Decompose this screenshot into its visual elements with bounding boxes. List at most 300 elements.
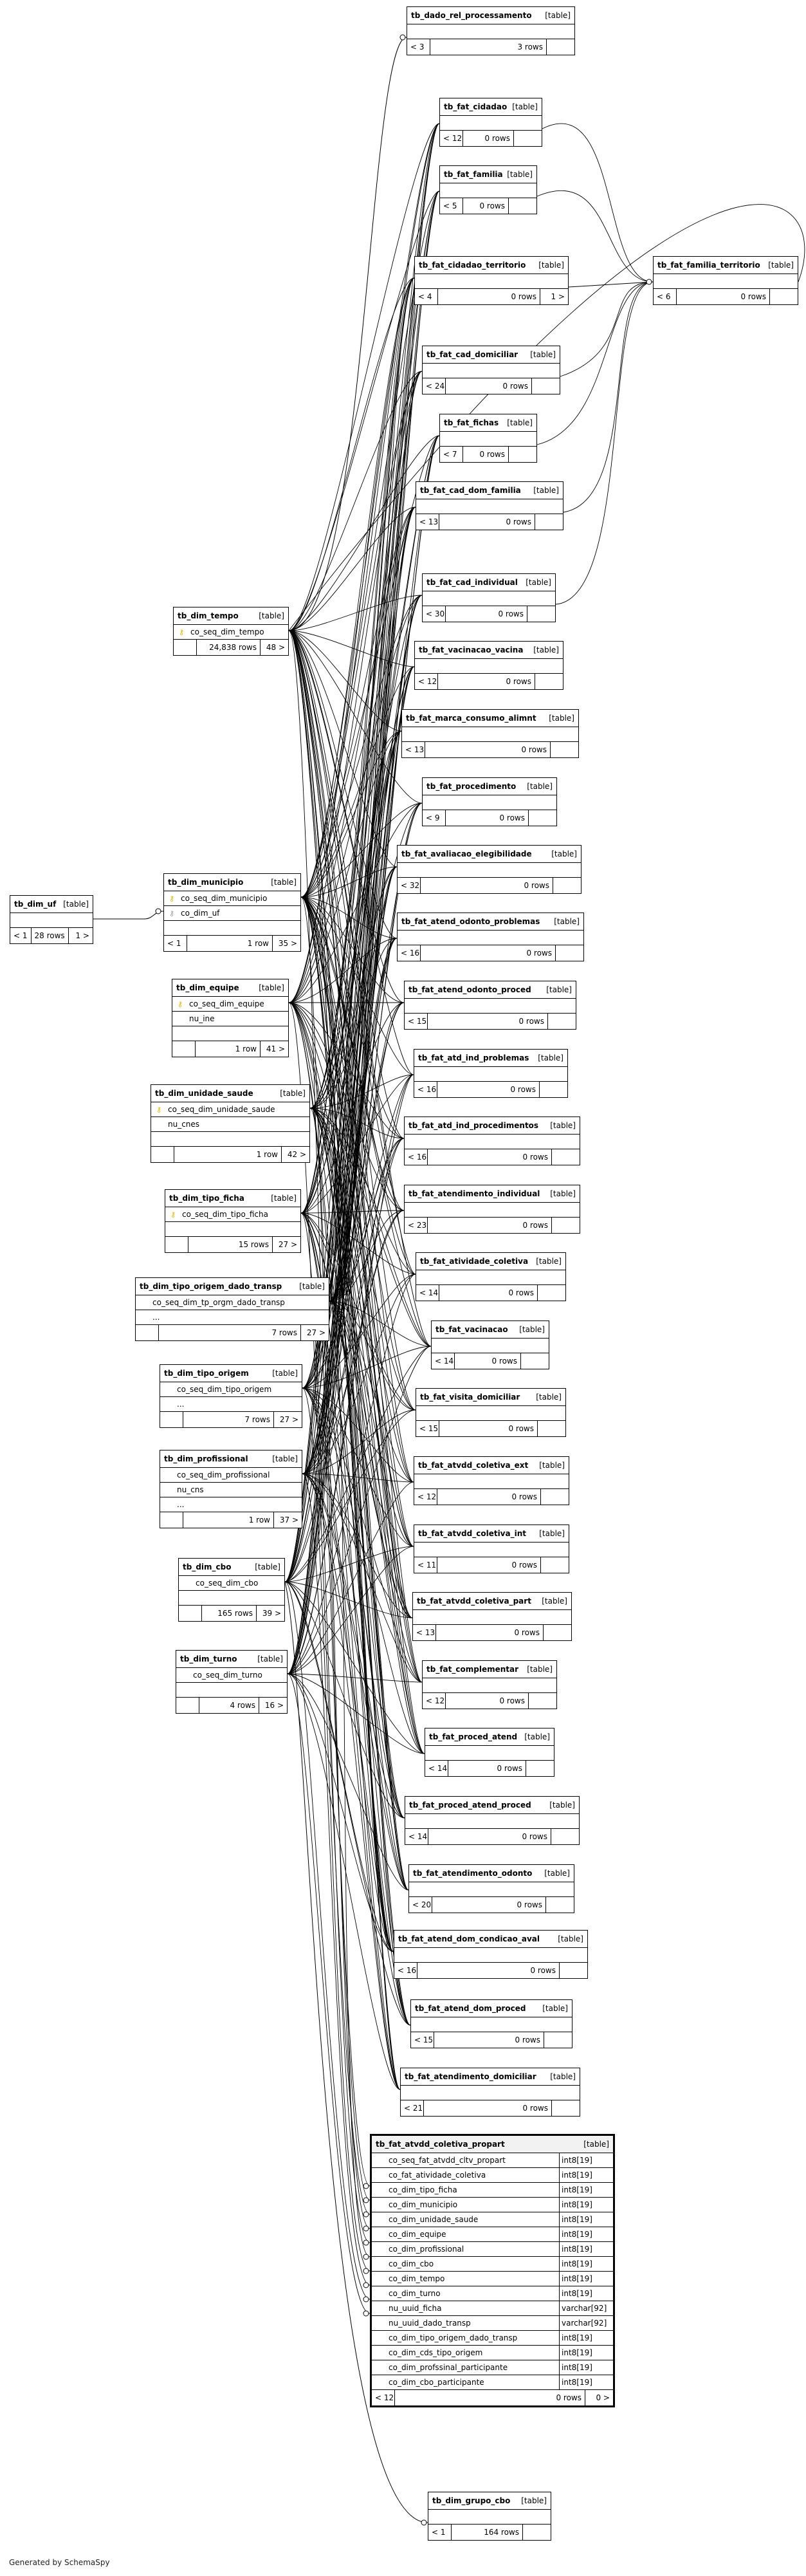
table-name[interactable]: tb_fat_proced_atend_proced bbox=[409, 1801, 531, 1810]
table-tb_dim_municipio[interactable] bbox=[163, 873, 301, 952]
child-count[interactable]: 0 > bbox=[585, 2390, 613, 2405]
child-count[interactable]: 41 > bbox=[260, 1041, 288, 1057]
parent-count[interactable]: < 13 bbox=[416, 514, 439, 530]
table-header bbox=[398, 846, 581, 863]
table-column-row[interactable] bbox=[372, 2301, 613, 2316]
child-count[interactable] bbox=[555, 945, 583, 961]
parent-count[interactable]: < 16 bbox=[394, 1963, 417, 1978]
parent-count[interactable]: < 13 bbox=[402, 742, 425, 757]
table-type-label: [table] bbox=[551, 849, 577, 858]
child-count[interactable] bbox=[546, 39, 574, 55]
table-name[interactable]: tb_dim_uf bbox=[14, 900, 57, 909]
table-name[interactable]: tb_fat_vacinacao_vacina bbox=[419, 645, 524, 654]
column-name: co_seq_fat_atvdd_cltv_propart bbox=[389, 2156, 506, 2165]
table-footer bbox=[423, 1693, 556, 1709]
table-header bbox=[394, 1931, 587, 1948]
table-column-row[interactable] bbox=[176, 1683, 287, 1698]
parent-count[interactable]: < 12 bbox=[423, 1693, 446, 1709]
table-column-row[interactable] bbox=[372, 2212, 613, 2227]
table-name[interactable]: tb_fat_fichas bbox=[444, 418, 499, 427]
table-name[interactable]: tb_dim_grupo_cbo bbox=[432, 2496, 511, 2505]
table-type-label: [table] bbox=[554, 917, 580, 926]
table-tb_fat_atend_odonto_problemas[interactable] bbox=[397, 913, 584, 961]
table-name[interactable]: tb_fat_atendimento_domiciliar bbox=[405, 2072, 536, 2081]
parent-count[interactable] bbox=[176, 1698, 199, 1713]
table-header bbox=[405, 1185, 580, 1203]
table-type-label: [table] bbox=[507, 170, 533, 179]
column-name: co_seq_dim_unidade_saude bbox=[168, 1105, 275, 1114]
table-tb_fat_complementar[interactable] bbox=[422, 1660, 557, 1709]
table-name[interactable]: tb_dim_tipo_origem bbox=[164, 1369, 249, 1378]
parent-count[interactable]: < 15 bbox=[416, 1421, 439, 1436]
table-column-row[interactable] bbox=[160, 1468, 302, 1483]
row-count: 0 rows bbox=[506, 677, 531, 686]
parent-count[interactable]: < 12 bbox=[372, 2390, 395, 2405]
table-name[interactable]: tb_fat_atividade_coletiva bbox=[420, 1257, 529, 1266]
table-header bbox=[136, 1278, 329, 1295]
table-type-label: [table] bbox=[272, 1454, 298, 1463]
parent-count[interactable]: < 20 bbox=[409, 1897, 432, 1913]
table-column-row[interactable] bbox=[372, 2242, 613, 2257]
table-type-label: [table] bbox=[63, 900, 89, 909]
child-count[interactable] bbox=[543, 1625, 571, 1640]
row-count: 0 rows bbox=[522, 1832, 547, 1841]
child-count[interactable] bbox=[527, 606, 555, 622]
table-name[interactable]: tb_fat_avaliacao_elegibilidade bbox=[401, 849, 532, 858]
table-header bbox=[415, 257, 568, 274]
parent-count[interactable]: < 6 bbox=[654, 289, 677, 304]
child-count[interactable] bbox=[539, 1082, 567, 1097]
child-count[interactable] bbox=[535, 674, 563, 689]
table-tb_dim_unidade_saude[interactable] bbox=[151, 1084, 310, 1163]
parent-count[interactable]: < 1 bbox=[10, 928, 32, 943]
table-tb_fat_cad_individual[interactable] bbox=[422, 573, 556, 622]
table-name[interactable]: tb_dim_cbo bbox=[183, 1562, 232, 1571]
table-column-row[interactable] bbox=[174, 625, 288, 640]
table-name[interactable]: tb_fat_procedimento bbox=[426, 782, 517, 791]
table-column-row[interactable] bbox=[164, 921, 300, 936]
column-name: co_fat_atividade_coletiva bbox=[389, 2171, 486, 2180]
table-footer bbox=[405, 1149, 580, 1165]
relationship-edge bbox=[285, 1582, 370, 2299]
parent-count[interactable]: < 12 bbox=[440, 131, 463, 146]
table-column-row[interactable] bbox=[372, 2272, 613, 2286]
table-name[interactable]: tb_fat_atend_odonto_problemas bbox=[401, 917, 540, 926]
parent-count[interactable]: < 24 bbox=[423, 378, 446, 394]
child-count[interactable]: 39 > bbox=[256, 1606, 284, 1621]
table-column-row[interactable] bbox=[372, 2346, 613, 2360]
table-tb_dim_tipo_origem[interactable] bbox=[160, 1364, 302, 1428]
column-type: int8[19] bbox=[559, 2272, 613, 2286]
table-type-label: [table] bbox=[507, 418, 533, 427]
table-tb_fat_atend_odonto_proced[interactable] bbox=[404, 981, 576, 1030]
table-column-row[interactable] bbox=[372, 2375, 613, 2390]
parent-count[interactable]: < 11 bbox=[414, 1557, 437, 1573]
table-column-row[interactable] bbox=[160, 1497, 302, 1512]
table-tb_fat_fichas[interactable] bbox=[439, 414, 537, 463]
table-footer bbox=[415, 674, 563, 689]
table-tb_dim_grupo_cbo[interactable] bbox=[428, 2492, 551, 2541]
table-header bbox=[160, 1450, 302, 1468]
table-name[interactable]: tb_dim_unidade_saude bbox=[155, 1089, 253, 1098]
table-column-row[interactable] bbox=[372, 2227, 613, 2242]
table-header bbox=[372, 2136, 613, 2153]
column-type: varchar[92] bbox=[559, 2316, 613, 2330]
table-column-row[interactable] bbox=[151, 1117, 309, 1132]
table-name[interactable]: tb_fat_familia_territorio bbox=[657, 261, 760, 270]
table-tb_fat_cidadao_territorio[interactable] bbox=[414, 256, 569, 305]
row-count: 0 rows bbox=[518, 1017, 544, 1026]
row-count: 15 rows bbox=[238, 1240, 269, 1249]
child-count[interactable]: 27 > bbox=[273, 1412, 302, 1427]
child-count[interactable] bbox=[508, 447, 536, 462]
table-tb_fat_proced_atend[interactable] bbox=[425, 1728, 554, 1777]
child-count[interactable]: 42 > bbox=[281, 1147, 309, 1162]
table-name[interactable]: tb_dim_tempo bbox=[178, 611, 239, 620]
child-count[interactable]: 27 > bbox=[300, 1325, 329, 1340]
relationship-edge bbox=[563, 282, 653, 512]
column-type: int8[19] bbox=[559, 2168, 613, 2182]
parent-count[interactable]: < 7 bbox=[440, 447, 463, 462]
table-header bbox=[440, 414, 536, 432]
parent-count[interactable]: < 16 bbox=[398, 945, 421, 961]
child-count[interactable] bbox=[535, 514, 563, 530]
table-column-row[interactable] bbox=[179, 1591, 284, 1606]
table-tb_fat_vacinacao_vacina[interactable] bbox=[414, 641, 563, 690]
table-name[interactable]: tb_dim_profissional bbox=[164, 1454, 248, 1463]
table-footer bbox=[160, 1512, 302, 1528]
table-column-row[interactable] bbox=[179, 1576, 284, 1591]
child-count[interactable] bbox=[545, 1897, 574, 1913]
table-tb_fat_atvdd_coletiva_int[interactable] bbox=[414, 1524, 569, 1573]
child-count[interactable]: 1 > bbox=[540, 289, 568, 304]
table-tb_fat_atendimento_individual[interactable] bbox=[404, 1185, 580, 1234]
child-count[interactable] bbox=[528, 810, 556, 826]
table-name[interactable]: tb_dado_rel_processamento bbox=[411, 11, 532, 20]
table-tb_fat_cad_dom_familia[interactable] bbox=[416, 481, 563, 530]
parent-count[interactable]: < 15 bbox=[411, 2032, 434, 2048]
child-count[interactable] bbox=[513, 131, 542, 146]
table-column-spacer bbox=[432, 1339, 549, 1353]
child-count[interactable] bbox=[544, 2032, 572, 2048]
table-tb_fat_familia[interactable] bbox=[439, 165, 537, 214]
parent-count[interactable]: < 14 bbox=[405, 1829, 428, 1844]
child-count[interactable] bbox=[522, 2525, 551, 2540]
table-tb_dim_tipo_ficha[interactable] bbox=[165, 1189, 301, 1253]
table-column-row[interactable] bbox=[165, 1207, 300, 1222]
table-name[interactable]: tb_fat_marca_consumo_alimnt bbox=[406, 714, 536, 723]
table-header bbox=[414, 1525, 569, 1543]
table-tb_fat_cidadao[interactable] bbox=[439, 98, 542, 147]
table-footer bbox=[440, 198, 536, 214]
table-header bbox=[405, 1117, 580, 1135]
child-count[interactable] bbox=[531, 378, 560, 394]
child-count[interactable]: 37 > bbox=[273, 1512, 302, 1528]
table-footer bbox=[394, 1963, 587, 1978]
column-name: co_seq_dim_turno bbox=[193, 1671, 262, 1680]
table-name[interactable]: tb_fat_vacinacao bbox=[435, 1325, 508, 1334]
parent-count[interactable]: < 3 bbox=[407, 39, 430, 55]
table-name[interactable]: tb_dim_turno bbox=[180, 1654, 237, 1663]
parent-count[interactable]: < 16 bbox=[405, 1149, 428, 1165]
relationship-endpoint bbox=[363, 2183, 369, 2189]
table-tb_dim_turno[interactable] bbox=[176, 1650, 288, 1714]
table-column-row[interactable] bbox=[176, 1668, 287, 1683]
table-type-label: [table] bbox=[550, 1121, 576, 1130]
child-count[interactable]: 27 > bbox=[272, 1237, 300, 1252]
table-column-row[interactable] bbox=[160, 1397, 302, 1412]
table-column-row[interactable] bbox=[372, 2316, 613, 2331]
relationship-edge bbox=[288, 1674, 400, 2090]
table-name[interactable]: tb_fat_familia bbox=[444, 170, 503, 179]
table-tb_fat_atend_dom_condicao_aval[interactable] bbox=[394, 1930, 588, 1979]
generated-by-footer: Generated by SchemaSpy bbox=[9, 2558, 110, 2567]
parent-count[interactable]: < 13 bbox=[413, 1625, 436, 1640]
table-name[interactable]: tb_fat_complementar bbox=[426, 1665, 519, 1674]
table-tb_dim_cbo[interactable] bbox=[178, 1558, 285, 1622]
table-header bbox=[398, 913, 583, 931]
table-name[interactable]: tb_fat_cad_individual bbox=[426, 578, 518, 587]
table-type-label: [table] bbox=[519, 1325, 545, 1334]
table-type-label: [table] bbox=[549, 714, 574, 723]
table-header bbox=[409, 1865, 574, 1882]
parent-count[interactable]: < 1 bbox=[164, 936, 187, 951]
table-name[interactable]: tb_fat_cidadao_territorio bbox=[419, 261, 526, 270]
table-tb_fat_atividade_coletiva[interactable] bbox=[416, 1252, 566, 1301]
row-count: 0 rows bbox=[502, 382, 528, 391]
table-tb_dim_tempo[interactable] bbox=[173, 607, 289, 656]
child-count[interactable] bbox=[551, 1829, 579, 1844]
table-column-spacer bbox=[409, 1882, 574, 1897]
parent-count[interactable] bbox=[165, 1237, 188, 1252]
table-name[interactable]: tb_dim_municipio bbox=[168, 878, 244, 887]
row-count: 0 rows bbox=[508, 1288, 534, 1297]
table-column-spacer bbox=[440, 432, 536, 447]
table-type-label: [table] bbox=[583, 2140, 609, 2149]
table-tb_dim_tipo_origem_dado_transp[interactable] bbox=[135, 1277, 329, 1341]
table-header bbox=[425, 1728, 554, 1746]
table-type-label: [table] bbox=[512, 102, 538, 111]
parent-count[interactable]: < 16 bbox=[414, 1082, 437, 1097]
parent-count[interactable]: < 12 bbox=[415, 674, 438, 689]
table-name[interactable]: tb_dim_equipe bbox=[176, 983, 239, 992]
table-tb_dim_profissional[interactable] bbox=[160, 1450, 302, 1528]
table-type-label: [table] bbox=[259, 611, 284, 620]
parent-count[interactable]: < 21 bbox=[401, 2100, 424, 2116]
table-type-label: [table] bbox=[527, 782, 553, 791]
table-column-row[interactable] bbox=[372, 2257, 613, 2272]
table-header bbox=[411, 2000, 572, 2017]
table-column-row[interactable] bbox=[172, 997, 288, 1012]
table-name[interactable]: tb_fat_visita_domiciliar bbox=[420, 1393, 520, 1402]
table-tb_dado_rel_processamento[interactable] bbox=[407, 6, 575, 55]
table-column-row[interactable] bbox=[372, 2183, 613, 2198]
parent-count[interactable]: < 9 bbox=[423, 810, 446, 826]
table-column-row[interactable] bbox=[372, 2286, 613, 2301]
child-count[interactable]: 16 > bbox=[259, 1698, 287, 1713]
table-column-spacer bbox=[416, 499, 563, 514]
table-type-label: [table] bbox=[558, 1934, 583, 1943]
table-name[interactable]: tb_fat_atd_ind_problemas bbox=[418, 1053, 529, 1062]
table-column-spacer bbox=[405, 1135, 580, 1149]
table-name[interactable]: tb_fat_atend_odonto_proced bbox=[408, 985, 531, 994]
column-type: int8[19] bbox=[559, 2286, 613, 2301]
child-count[interactable]: 35 > bbox=[272, 936, 300, 951]
column-name: nu_uuid_dado_transp bbox=[389, 2319, 471, 2328]
child-count[interactable] bbox=[559, 1963, 587, 1978]
table-column-spacer bbox=[414, 1067, 567, 1082]
child-count[interactable] bbox=[551, 1149, 580, 1165]
table-tb_fat_atvdd_coletiva_propart[interactable] bbox=[370, 2134, 615, 2407]
table-tb_fat_atend_dom_proced[interactable] bbox=[410, 1999, 572, 2048]
table-column-row[interactable] bbox=[151, 1132, 309, 1147]
table-tb_fat_avaliacao_elegibilidade[interactable] bbox=[397, 845, 582, 894]
table-tb_fat_familia_territorio[interactable] bbox=[653, 256, 798, 305]
table-tb_fat_atendimento_odonto[interactable] bbox=[408, 1864, 574, 1913]
table-column-row[interactable] bbox=[372, 2360, 613, 2375]
parent-count[interactable] bbox=[136, 1325, 159, 1340]
table-tb_fat_atd_ind_problemas[interactable] bbox=[414, 1049, 568, 1098]
parent-count[interactable]: < 14 bbox=[416, 1285, 439, 1301]
table-name[interactable]: tb_fat_atvdd_coletiva_int bbox=[418, 1529, 526, 1538]
row-count: 0 rows bbox=[514, 1628, 540, 1637]
parent-count[interactable] bbox=[160, 1412, 183, 1427]
table-name[interactable]: tb_dim_tipo_ficha bbox=[169, 1194, 244, 1203]
table-type-label: [table] bbox=[542, 1597, 567, 1606]
parent-count[interactable]: < 30 bbox=[423, 606, 446, 622]
table-name[interactable]: tb_fat_atvdd_coletiva_ext bbox=[418, 1461, 529, 1470]
child-count[interactable] bbox=[769, 289, 798, 304]
table-column-row[interactable] bbox=[372, 2153, 613, 2168]
table-type-label: [table] bbox=[280, 1089, 306, 1098]
column-name: co_seq_dim_tipo_ficha bbox=[182, 1210, 268, 1219]
parent-count[interactable] bbox=[172, 1041, 196, 1057]
table-type-label: [table] bbox=[538, 1053, 563, 1062]
table-name[interactable]: tb_fat_atvdd_coletiva_part bbox=[417, 1597, 531, 1606]
parent-count[interactable] bbox=[151, 1147, 174, 1162]
table-name[interactable]: tb_fat_cad_dom_familia bbox=[420, 486, 521, 495]
table-tb_fat_procedimento[interactable] bbox=[422, 777, 557, 826]
table-name[interactable]: tb_fat_atendimento_odonto bbox=[413, 1869, 533, 1878]
table-type-label: [table] bbox=[536, 1257, 562, 1266]
table-column-row[interactable] bbox=[172, 1012, 288, 1026]
parent-count[interactable]: < 14 bbox=[432, 1353, 455, 1369]
child-count[interactable] bbox=[547, 1014, 576, 1029]
child-count[interactable] bbox=[550, 742, 578, 757]
table-tb_fat_vacinacao[interactable] bbox=[431, 1320, 549, 1369]
table-column-row[interactable] bbox=[372, 2331, 613, 2346]
table-tb_fat_cad_domiciliar[interactable] bbox=[422, 346, 560, 394]
table-column-row[interactable] bbox=[165, 1222, 300, 1237]
child-count[interactable]: 1 > bbox=[68, 928, 93, 943]
parent-count[interactable] bbox=[179, 1606, 202, 1621]
table-column-row[interactable] bbox=[151, 1102, 309, 1117]
table-name[interactable]: tb_dim_tipo_origem_dado_transp bbox=[140, 1282, 282, 1291]
row-count: 0 rows bbox=[521, 745, 547, 754]
child-count[interactable]: 48 > bbox=[260, 640, 288, 655]
table-tb_fat_atvdd_coletiva_part[interactable] bbox=[412, 1592, 572, 1641]
parent-count[interactable]: < 15 bbox=[405, 1014, 428, 1029]
table-name[interactable]: tb_fat_atend_dom_condicao_aval bbox=[398, 1934, 540, 1943]
table-column-row[interactable] bbox=[164, 891, 300, 906]
child-count[interactable] bbox=[508, 198, 536, 214]
child-count[interactable] bbox=[551, 2100, 580, 2116]
table-name[interactable]: tb_fat_atd_ind_procedimentos bbox=[408, 1121, 539, 1130]
child-count[interactable] bbox=[528, 1693, 556, 1709]
child-count[interactable] bbox=[537, 1285, 565, 1301]
table-column-row[interactable] bbox=[10, 913, 93, 928]
table-tb_fat_visita_domiciliar[interactable] bbox=[416, 1388, 566, 1437]
table-column-row[interactable] bbox=[172, 1026, 288, 1041]
relationship-edge bbox=[560, 282, 653, 376]
table-footer bbox=[423, 378, 560, 394]
row-count: 0 rows bbox=[479, 450, 505, 459]
table-type-label: [table] bbox=[550, 1189, 576, 1198]
parent-count[interactable] bbox=[160, 1512, 183, 1528]
parent-count[interactable]: < 4 bbox=[415, 289, 438, 304]
table-footer bbox=[407, 39, 574, 55]
table-tb_fat_proced_atend_proced[interactable] bbox=[405, 1796, 580, 1845]
row-count: 0 rows bbox=[517, 1900, 542, 1909]
child-count[interactable] bbox=[537, 1421, 565, 1436]
row-count: 1 row bbox=[248, 1515, 270, 1524]
child-count[interactable] bbox=[520, 1353, 549, 1369]
table-footer bbox=[415, 289, 568, 304]
table-tb_dim_uf[interactable] bbox=[10, 895, 93, 944]
parent-count[interactable]: < 32 bbox=[398, 878, 421, 893]
table-name[interactable]: tb_fat_cidadao bbox=[444, 102, 508, 111]
table-column-row[interactable] bbox=[136, 1295, 329, 1310]
table-name[interactable]: tb_fat_cad_domiciliar bbox=[426, 350, 518, 359]
table-tb_fat_atendimento_domiciliar[interactable] bbox=[400, 2068, 580, 2117]
relationship-edge bbox=[93, 911, 163, 919]
parent-count[interactable] bbox=[174, 640, 197, 655]
relationship-edge bbox=[288, 1674, 394, 1952]
table-column-row[interactable] bbox=[372, 2198, 613, 2212]
parent-count[interactable]: < 1 bbox=[428, 2525, 452, 2540]
table-type-label: [table] bbox=[544, 1869, 570, 1878]
table-footer bbox=[414, 1082, 567, 1097]
table-column-row[interactable] bbox=[160, 1382, 302, 1397]
table-column-row[interactable] bbox=[372, 2168, 613, 2183]
table-column-spacer bbox=[402, 727, 578, 742]
row-count: 0 rows bbox=[498, 609, 524, 618]
table-header bbox=[401, 2068, 580, 2086]
child-count[interactable] bbox=[540, 1489, 569, 1505]
row-count: 0 rows bbox=[522, 1221, 548, 1230]
table-tb_fat_atd_ind_procedimentos[interactable] bbox=[404, 1117, 580, 1165]
child-count[interactable] bbox=[553, 878, 581, 893]
parent-count[interactable]: < 5 bbox=[440, 198, 463, 214]
parent-count[interactable]: < 12 bbox=[414, 1489, 437, 1505]
table-column-row[interactable] bbox=[160, 1483, 302, 1497]
table-name[interactable]: tb_fat_proced_atend bbox=[429, 1732, 518, 1741]
row-count: 0 rows bbox=[530, 1966, 556, 1975]
parent-count[interactable]: < 23 bbox=[405, 1218, 428, 1233]
table-tb_fat_marca_consumo_alimnt[interactable] bbox=[401, 709, 579, 758]
table-tb_dim_equipe[interactable] bbox=[172, 979, 289, 1057]
child-count[interactable] bbox=[540, 1557, 569, 1573]
table-tb_fat_atvdd_coletiva_ext[interactable] bbox=[414, 1456, 569, 1505]
table-column-row[interactable] bbox=[164, 906, 300, 921]
table-name[interactable]: tb_fat_atvdd_coletiva_propart bbox=[376, 2140, 505, 2149]
child-count[interactable] bbox=[526, 1761, 554, 1776]
table-column-row[interactable] bbox=[136, 1310, 329, 1325]
table-name[interactable]: tb_fat_atend_dom_proced bbox=[415, 2004, 526, 2013]
table-name[interactable]: tb_fat_atendimento_individual bbox=[408, 1189, 540, 1198]
parent-count[interactable]: < 14 bbox=[425, 1761, 448, 1776]
child-count[interactable] bbox=[551, 1218, 580, 1233]
